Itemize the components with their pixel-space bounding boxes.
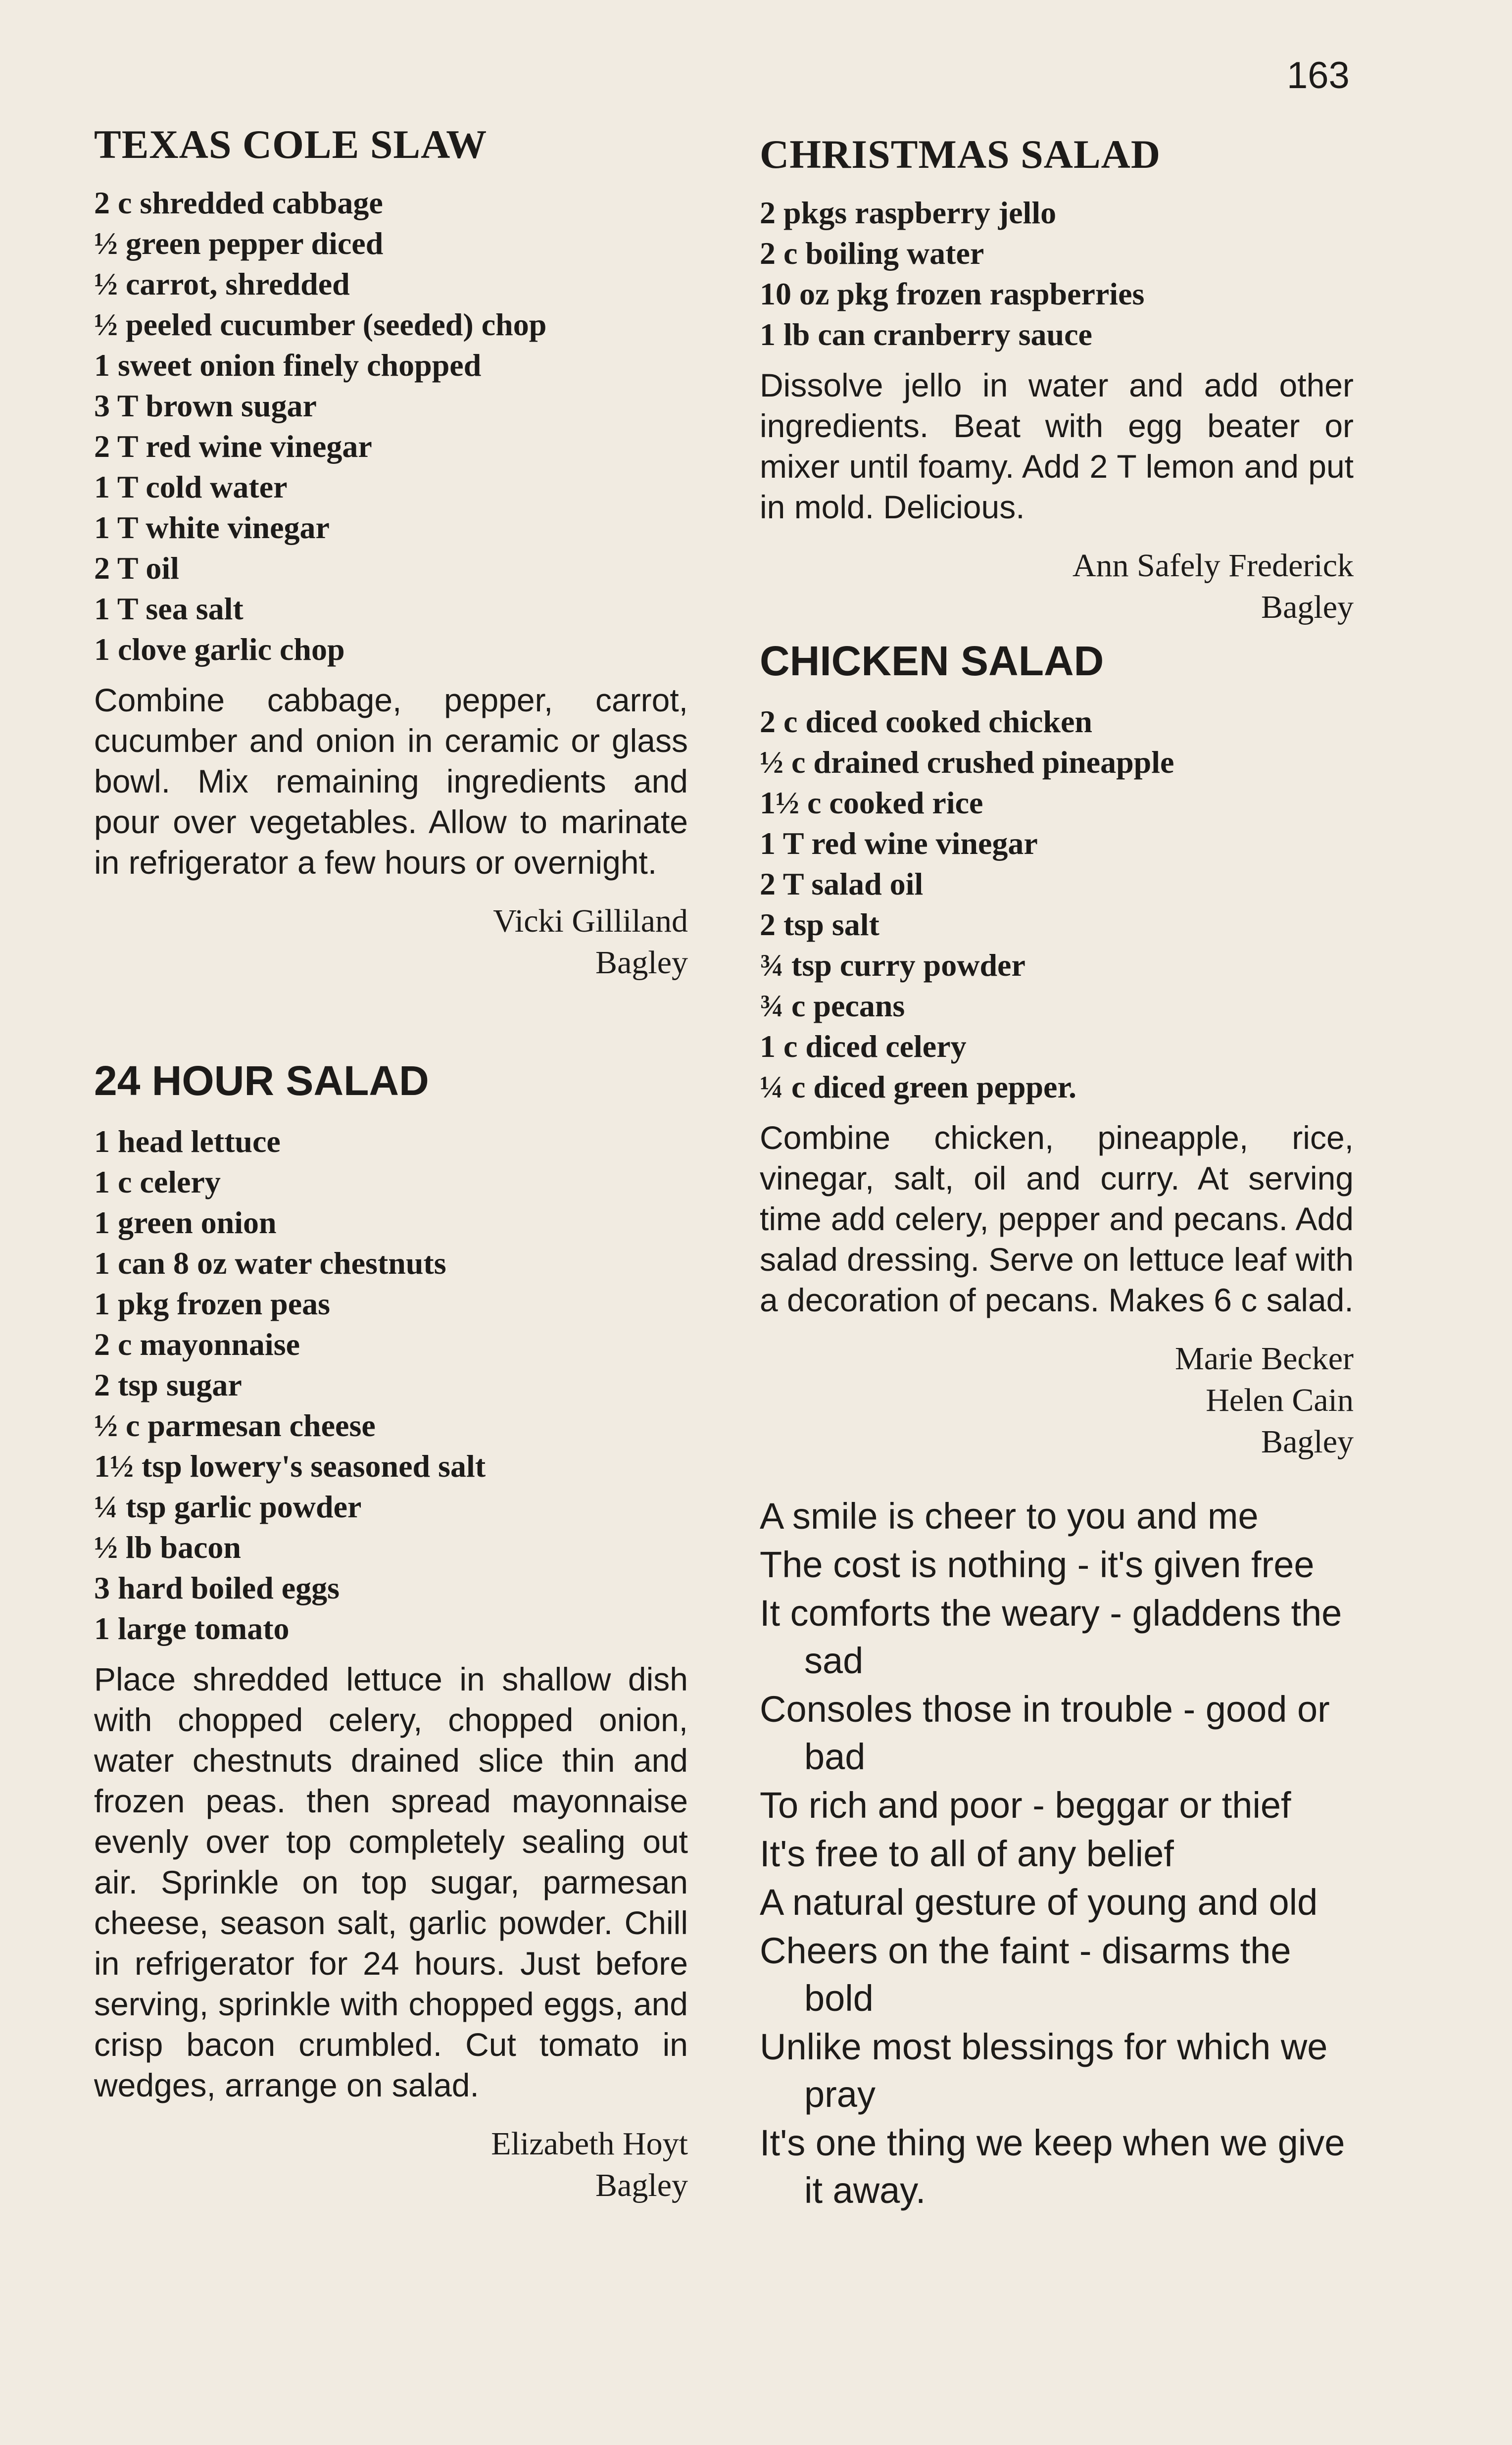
contributor-name: Vicki Gilliland [493, 903, 688, 940]
poem-line: Unlike most blessings for which we pray [760, 2026, 1328, 2115]
ingredient: ½ peeled cucumber (seeded) chop [94, 307, 547, 343]
ingredient-list [94, 1121, 688, 1649]
ingredient: 1 head lettuce [94, 1123, 281, 1159]
recipe-directions: Place shredded lettuce in shallow dish with chopped celery, chopped onion, water chestnuts drained slice thin and frozen peas. then spread mayonnaise evenly over top completely sealing out air. Sprinkle on top sugar, parmesan cheese, season salt, garlic powder. Chill in refrigerator for 24 hours. Just before serving, sprinkle with chopped eggs, and crisp bacon crumbled. Cut tomato in wedges, arrange on salad. [94, 1660, 688, 2103]
recipe-attribution [94, 900, 688, 984]
ingredient: 1 T white vinegar [94, 510, 330, 546]
ingredient: 1 sweet onion finely chopped [94, 348, 482, 383]
recipe-attribution [760, 545, 1354, 628]
ingredient-list [760, 701, 1354, 1107]
contributor-town: Bagley [595, 945, 688, 981]
ingredient: 1 pkg frozen peas [94, 1286, 331, 1321]
contributor-name-2: Helen Cain [1206, 1382, 1354, 1418]
recipe-texas-cole-slaw [94, 121, 688, 984]
recipe-title: 24 HOUR SALAD [94, 1057, 429, 1104]
contributor-town: Bagley [1261, 1423, 1354, 1460]
ingredient: ¼ c diced green pepper. [760, 1069, 1076, 1104]
poem [760, 1493, 1354, 2214]
recipe-directions: Combine cabbage, pepper, carrot, cucumber and onion in ceramic or glass bowl. Mix remaining ingredients and pour over vegetables. Allow to marinate in refrigerator a few hours or overnight. [94, 682, 688, 881]
recipe-directions: Combine chicken, pineapple, rice, vinegar, salt, oil and curry. At serving time add celery, pepper and pecans. Add salad dressing. Serve on lettuce leaf with a decoration of pecans. Makes 6 c salad. [760, 1119, 1354, 1318]
recipe-chicken-salad [760, 638, 1354, 1462]
ingredient: 2 c diced cooked chicken [760, 703, 1092, 739]
poem-line: Consoles those in trouble - good or bad [760, 1688, 1330, 1777]
ingredient: ¾ tsp curry powder [760, 947, 1025, 983]
contributor-name: Ann Safely Frederick [1072, 548, 1354, 584]
ingredient: 1 clove garlic chop [94, 632, 345, 667]
ingredient-list [760, 193, 1354, 355]
ingredient: ½ green pepper diced [94, 226, 384, 261]
ingredient: ½ c drained crushed pineapple [760, 744, 1174, 780]
ingredient: 2 T salad oil [760, 866, 924, 901]
poem-line: Cheers on the faint - disarms the bold [760, 1930, 1291, 2019]
ingredient: ¼ tsp garlic powder [94, 1489, 362, 1524]
ingredient: 2 c boiling water [760, 236, 984, 271]
ingredient-list [94, 183, 688, 670]
recipe-title: CHICKEN SALAD [760, 638, 1104, 685]
poem-line: It's free to all of any belief [760, 1833, 1174, 1874]
ingredient: ½ carrot, shredded [94, 266, 350, 302]
recipe-attribution [94, 2123, 688, 2206]
ingredient: 3 T brown sugar [94, 388, 317, 424]
ingredient: 2 tsp sugar [94, 1367, 242, 1402]
ingredient: 1 can 8 oz water chestnuts [94, 1245, 446, 1281]
ingredient: 10 oz pkg frozen raspberries [760, 276, 1145, 312]
ingredient: 2 T red wine vinegar [94, 429, 372, 464]
ingredient: 1 c diced celery [760, 1028, 967, 1064]
poem-line: To rich and poor - beggar or thief [760, 1784, 1291, 1826]
contributor-town: Bagley [595, 2167, 688, 2203]
ingredient: ½ c parmesan cheese [94, 1407, 376, 1443]
ingredient: 1 large tomato [94, 1610, 290, 1646]
ingredient: 1 c celery [94, 1164, 221, 1199]
contributor-name: Elizabeth Hoyt [491, 2125, 688, 2162]
recipe-24-hour-salad [94, 1058, 688, 2206]
poem-line: It comforts the weary - gladdens the sad [760, 1592, 1342, 1681]
ingredient: 2 c mayonnaise [94, 1326, 300, 1362]
ingredient: 1½ c cooked rice [760, 785, 983, 820]
ingredient: 1 T cold water [94, 469, 288, 505]
contributor-name: Marie Becker [1175, 1340, 1354, 1377]
right-column [760, 131, 1354, 2215]
ingredient: 2 c shredded cabbage [94, 185, 383, 221]
recipe-christmas-salad [760, 131, 1354, 628]
page-number: 163 [1287, 54, 1350, 97]
poem-line: It's one thing we keep when we give it away. [760, 2122, 1345, 2211]
ingredient: 1 lb can cranberry sauce [760, 317, 1092, 352]
ingredient: 1 green onion [94, 1204, 277, 1240]
recipe-attribution [760, 1338, 1354, 1463]
poem-line: A natural gesture of young and old [760, 1881, 1318, 1923]
ingredient: 2 T oil [94, 550, 179, 586]
left-column [94, 121, 688, 2206]
poem-line: A smile is cheer to you and me [760, 1495, 1259, 1537]
poem-line: The cost is nothing - it's given free [760, 1544, 1315, 1585]
ingredient: 2 pkgs raspberry jello [760, 195, 1057, 231]
recipe-directions: Dissolve jello in water and add other ingredients. Beat with egg beater or mixer until foamy. Add 2 T lemon and put in mold. Delicious. [760, 367, 1354, 526]
recipe-title: TEXAS COLE SLAW [94, 122, 488, 167]
contributor-town: Bagley [1261, 589, 1354, 626]
ingredient: 1 T red wine vinegar [760, 825, 1038, 861]
ingredient: 1 T sea salt [94, 591, 244, 627]
ingredient: 2 tsp salt [760, 906, 879, 942]
ingredient: ½ lb bacon [94, 1529, 241, 1565]
ingredient: 3 hard boiled eggs [94, 1570, 340, 1605]
recipe-title: CHRISTMAS SALAD [760, 132, 1161, 177]
ingredient: ¾ c pecans [760, 988, 905, 1023]
ingredient: 1½ tsp lowery's seasoned salt [94, 1448, 486, 1484]
